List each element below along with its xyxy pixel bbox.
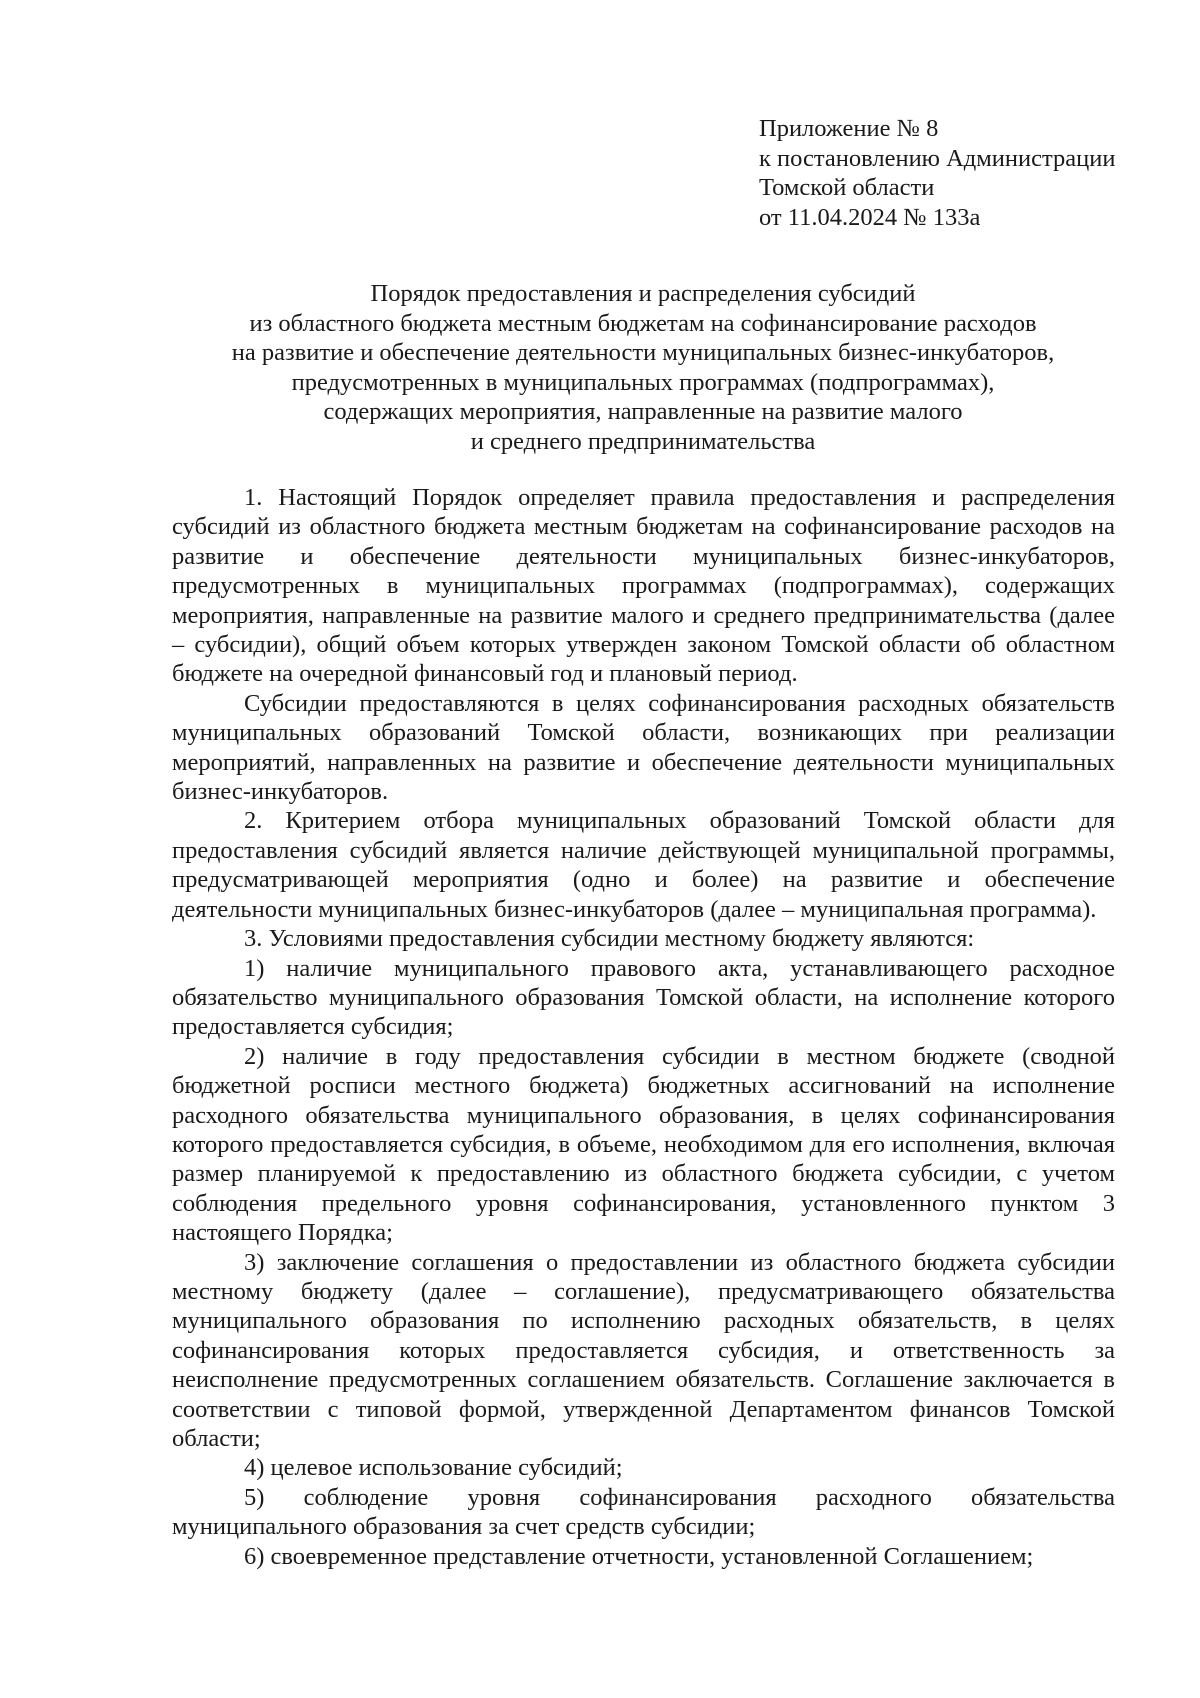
paragraph-4: 3. Условиями предоставления субсидии местному бюджету являются: [244,925,975,953]
document-title [170,279,1116,456]
document-body [172,483,1115,1571]
appendix-date: от 11.04.2024 № 133а [759,203,981,231]
paragraph-6: 2) наличие в году предоставления субсидии в местном бюджете (сводной бюджетной росписи местного бюджета) бюджетных ассигнований на исполнение расходного обязательства муниципального образования, в целях софинансирования которого предоставляется субсидия, в объеме, необходимом для его исполнения, включая размер планируемой к предоставлению из областного бюджета субсидии, с учетом соблюдения предельного уровня софинансирования, установленного пунктом 3 настоящего Порядка; [172,1042,1115,1247]
paragraph-8: 4) целевое использование субсидий; [244,1454,623,1482]
appendix-header [759,114,1159,232]
paragraph-7: 3) заключение соглашения о предоставлении из областного бюджета субсидии местному бюджету (далее – соглашение), предусматривающего обязательства муниципального образования по исполнению расходных обязательств, в целях софинансирования которых предоставляется субсидия, и ответственность за неисполнение предусмотренных соглашением обязательств. Соглашение заключается в соответствии с типовой формой, утвержденной Департаментом финансов Томской области; [172,1248,1115,1452]
paragraph-1: 1. Настоящий Порядок определяет правила предоставления и распределения субсидий из областного бюджета местным бюджетам на софинансирование расходов на развитие и обеспечение деятельности муниципальных бизнес-инкубаторов, предусмотренных в муниципальных программах (подпрограммах), содержащих мероприятия, направленные на развитие малого и среднего предпринимательства (далее – субсидии), общий объем которых утвержден законом Томской области об областном бюджете на очередной финансовый год и плановый период. [172,484,1115,688]
appendix-region: Томской области [759,174,935,201]
title-line: и среднего предпринимательства [470,427,816,455]
appendix-reference: к постановлению Администрации [759,144,1116,172]
paragraph-3: 2. Критерием отбора муниципальных образований Томской области для предоставления субсидий является наличие действующей муниципальной программы, предусматривающей мероприятия (одно и более) на развитие и обеспечение деятельности муниципальных бизнес-инкубаторов (далее – муниципальная программа). [172,807,1115,923]
paragraph-2: Субсидии предоставляются в целях софинансирования расходных обязательств муниципальных образований Томской области, возникающих при реализации мероприятий, направленных на развитие и обеспечение деятельности муниципальных бизнес-инкубаторов. [172,689,1115,806]
title-line: содержащих мероприятия, направленные на развитие малого [323,398,963,425]
appendix-number: Приложение № 8 [759,115,939,142]
title-line: предусмотренных в муниципальных программах (подпрограммах), [291,368,995,396]
title-line: Порядок предоставления и распределения субсидий [370,280,916,307]
paragraph-10: 6) своевременное представление отчетности, установленной Соглашением; [244,1542,1034,1570]
title-line: из областного бюджета местным бюджетам на софинансирование расходов [249,309,1037,337]
paragraph-5: 1) наличие муниципального правового акта, устанавливающего расходное обязательство муниципального образования Томской области, на исполнение которого предоставляется субсидия; [172,954,1115,1041]
title-line: на развитие и обеспечение деятельности муниципальных бизнес-инкубаторов, [231,339,1055,366]
paragraph-9: 5) соблюдение уровня софинансирования расходного обязательства муниципального образования за счет средств субсидии; [172,1483,1115,1541]
